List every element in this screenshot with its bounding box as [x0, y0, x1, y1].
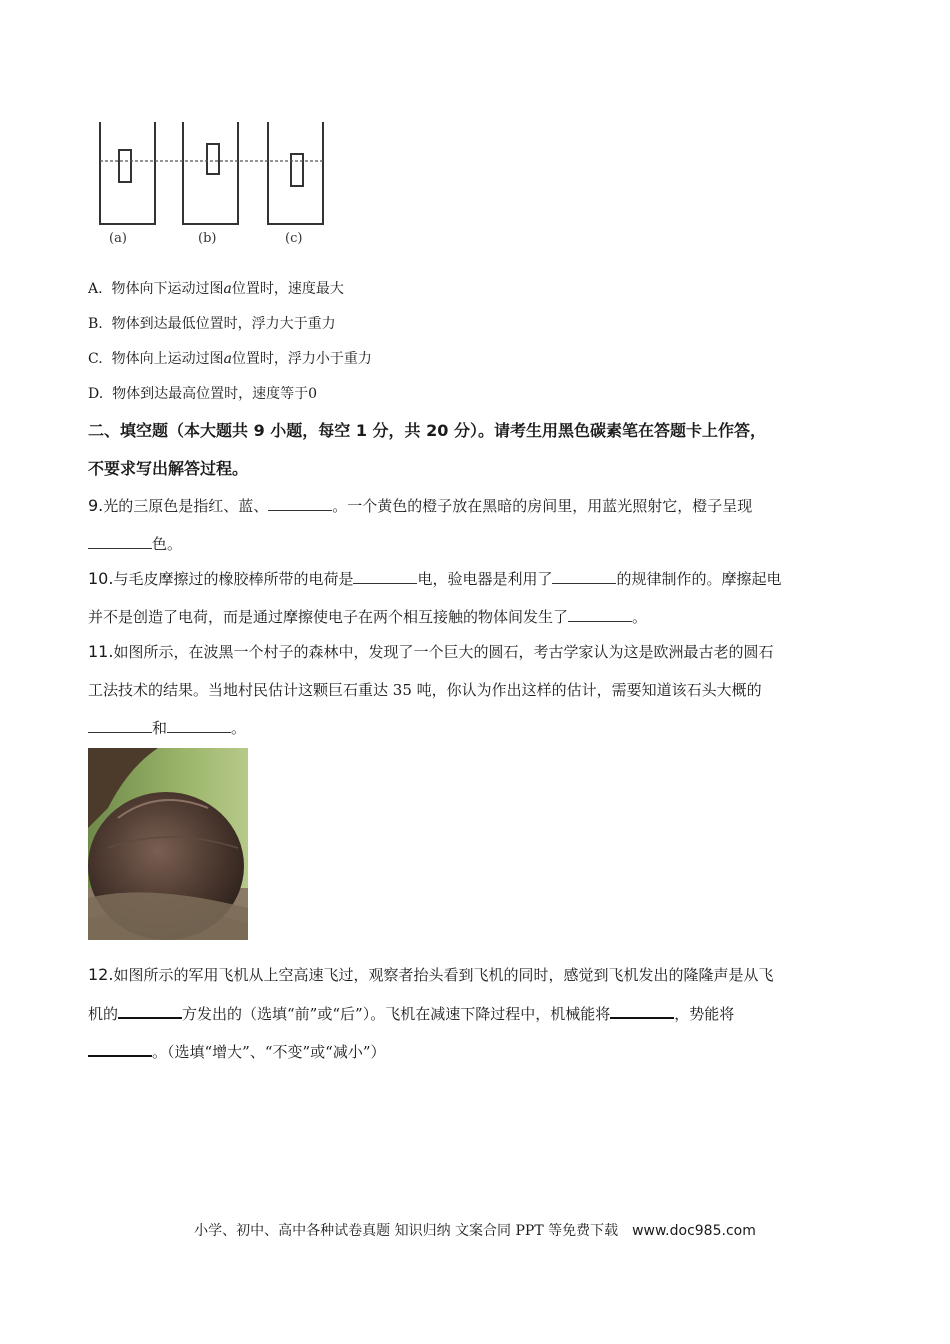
question-12-cont: 机的 方发出的（选填“前”或“后”）。飞机在减速下降过程中，机械能将 ，势能将	[88, 1005, 735, 1023]
answer-blank	[552, 569, 616, 584]
option-a: A. 物体向下运动过图a位置时，速度最大	[88, 281, 344, 297]
option-d: D. 物体到达最高位置时，速度等于0	[88, 386, 318, 402]
question-9: 9.光的三原色是指红、蓝、 。一个黄色的橙子放在黑暗的房间里，用蓝光照射它，橙子呈现	[88, 496, 753, 515]
option-c: C. 物体向上运动过图a位置时，浮力小于重力	[88, 351, 372, 367]
boulder-photo	[88, 748, 248, 940]
answer-blank	[353, 569, 417, 584]
question-11-cont: 工法技术的结果。当地村民估计这颗巨石重达 35 吨，你认为作出这样的估计，需要知道该石头大概的	[88, 681, 762, 699]
answer-blank	[568, 607, 632, 622]
block-a	[119, 150, 131, 182]
answer-blank	[88, 1041, 152, 1057]
question-9-cont: 色。	[88, 534, 182, 554]
section-heading: 二、填空题（本大题共 9 小题，每空 1 分，共 20 分）。请考生用黑色碳素笔在答题卡上作答，	[88, 421, 766, 440]
question-10-cont: 并不是创造了电荷，而是通过摩擦使电子在两个相互接触的物体间发生了 。	[88, 608, 648, 626]
answer-blank	[167, 718, 231, 733]
float-figure	[95, 118, 335, 250]
label-c: (c)	[285, 231, 303, 246]
block-c	[291, 154, 303, 186]
container-c	[268, 122, 323, 224]
label-b: (b)	[198, 231, 217, 246]
question-12: 12.如图所示的军用飞机从上空高速飞过，观察者抬头看到飞机的同时，感觉到飞机发出的隆隆声是从飞	[88, 965, 774, 984]
option-b: B. 物体到达最低位置时，浮力大于重力	[88, 316, 336, 332]
answer-blank	[88, 534, 152, 549]
answer-blank	[118, 1003, 182, 1019]
answer-blank	[610, 1003, 674, 1019]
footer-site-link[interactable]: www.doc985.com	[632, 1223, 756, 1239]
label-a: (a)	[109, 231, 127, 246]
footer-text: 小学、初中、高中各种试卷真题 知识归纳 文案合同 PPT 等免费下载	[194, 1223, 619, 1239]
container-a	[100, 122, 155, 224]
block-b	[207, 144, 219, 174]
question-11-cont2: 和 。	[88, 718, 246, 738]
question-11: 11.如图所示，在波黑一个村子的森林中，发现了一个巨大的圆石，考古学家认为这是欧洲最古老的圆石	[88, 642, 774, 661]
question-12-cont2: 。（选填“增大”、“不变”或“减小”）	[88, 1041, 386, 1062]
question-10: 10.与毛皮摩擦过的橡胶棒所带的电荷是 电，验电器是利用了 的规律制作的。摩擦起电	[88, 569, 782, 588]
answer-blank	[268, 496, 332, 511]
section-heading-cont: 不要求写出解答过程。	[88, 459, 249, 478]
answer-blank	[88, 718, 152, 733]
page-footer	[0, 1220, 950, 1240]
